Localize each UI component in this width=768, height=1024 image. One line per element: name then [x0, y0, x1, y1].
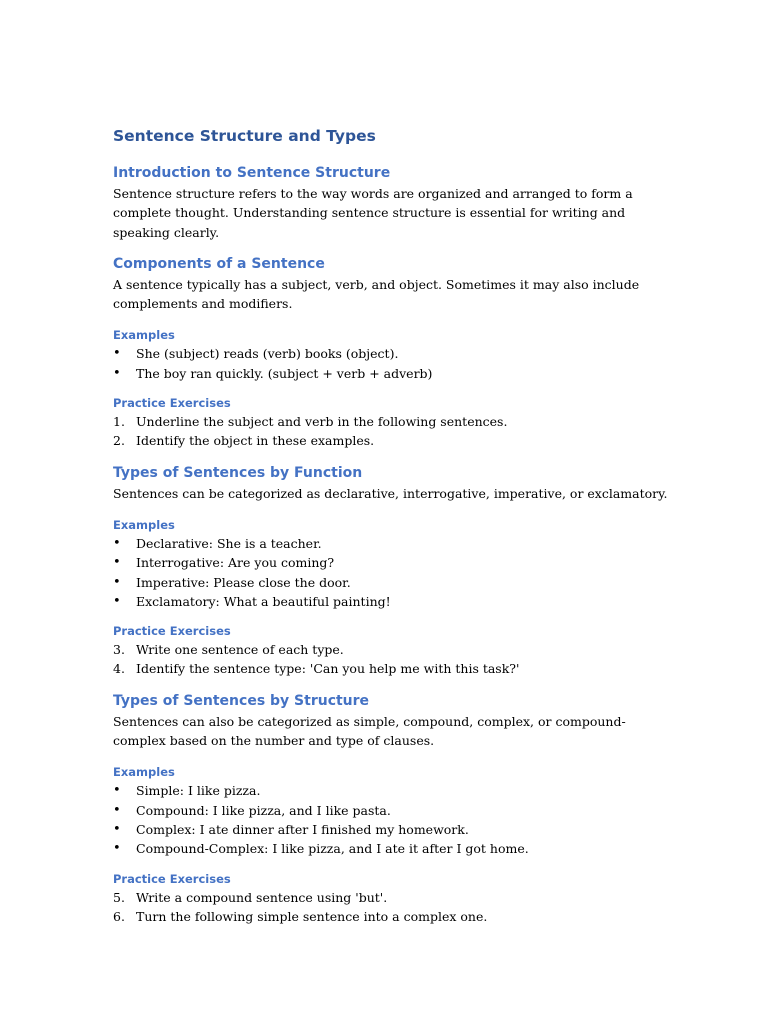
bullet-icon: •: [113, 841, 121, 857]
list-item: 5. Write a compound sentence using 'but'.: [113, 889, 388, 905]
section-heading-function: Types of Sentences by Function: [113, 464, 363, 481]
list-item: 3. Write one sentence of each type.: [113, 642, 344, 658]
list-item: 6. Turn the following simple sentence into a complex one.: [113, 908, 488, 924]
bullet-icon: •: [113, 535, 121, 551]
list-item: • Compound-Complex: I like pizza, and I ate it after I got home.: [113, 839, 673, 858]
section-paragraph-structure: Sentences can also be categorized as simple, compound, complex, or compound-complex based on the number and type of clauses.: [113, 713, 626, 749]
examples-heading: Examples: [113, 517, 175, 532]
practice-heading: Practice Exercises: [113, 871, 231, 886]
bullet-icon: •: [113, 574, 121, 590]
practice-list: [113, 412, 673, 451]
list-item: 4. Identify the sentence type: 'Can you help me with this task?': [113, 661, 520, 677]
bullet-icon: •: [113, 802, 121, 818]
practice-heading: Practice Exercises: [113, 396, 231, 411]
list-item: • She (subject) reads (verb) books (object).: [113, 344, 673, 363]
section-paragraph-function: Sentences can be categorized as declarative, interrogative, imperative, or exclamatory.: [113, 485, 668, 501]
document-page: [113, 124, 673, 926]
bullet-icon: •: [113, 593, 121, 609]
practice-list: [113, 888, 673, 927]
examples-list: [113, 534, 673, 611]
practice-heading: Practice Exercises: [113, 624, 231, 639]
list-item: 2. Identify the object in these examples.: [113, 433, 375, 449]
list-item: • Imperative: Please close the door.: [113, 573, 673, 592]
bullet-icon: •: [113, 346, 121, 362]
bullet-icon: •: [113, 365, 121, 381]
list-item: • Compound: I like pizza, and I like pasta.: [113, 801, 673, 820]
list-item: • Complex: I ate dinner after I finished my homework.: [113, 820, 673, 839]
examples-heading: Examples: [113, 765, 175, 780]
practice-list: [113, 640, 673, 679]
bullet-icon: •: [113, 821, 121, 837]
bullet-icon: •: [113, 783, 121, 799]
examples-list: [113, 344, 673, 383]
document-title: Sentence Structure and Types: [113, 127, 376, 145]
section-heading-components: Components of a Sentence: [113, 255, 325, 272]
section-paragraph-components: A sentence typically has a subject, verb, and object. Sometimes it may also include complements and modifiers.: [113, 276, 640, 312]
list-item: 1. Underline the subject and verb in the following sentences.: [113, 414, 508, 430]
list-item: • Declarative: She is a teacher.: [113, 534, 673, 553]
section-paragraph-introduction: Sentence structure refers to the way words are organized and arranged to form a complete thought. Understanding sentence structure is essential for writing and speaking clearly.: [113, 186, 633, 240]
examples-list: [113, 781, 673, 858]
section-heading-introduction: Introduction to Sentence Structure: [113, 165, 391, 181]
list-item: • The boy ran quickly. (subject + verb + adverb): [113, 364, 673, 383]
section-heading-structure: Types of Sentences by Structure: [113, 692, 370, 709]
list-item: • Exclamatory: What a beautiful painting!: [113, 592, 673, 611]
bullet-icon: •: [113, 555, 121, 571]
examples-heading: Examples: [113, 328, 175, 343]
list-item: • Simple: I like pizza.: [113, 781, 673, 800]
list-item: • Interrogative: Are you coming?: [113, 553, 673, 572]
